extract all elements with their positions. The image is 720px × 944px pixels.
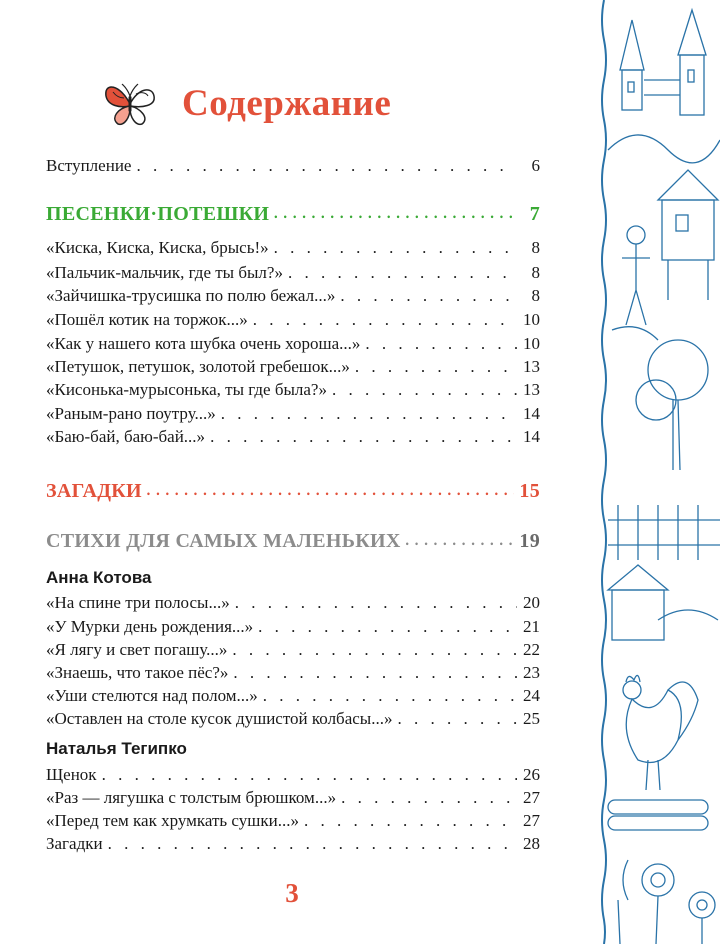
toc-entry[interactable] bbox=[46, 237, 540, 259]
author-name: Анна Котова bbox=[46, 568, 152, 587]
toc-entry-title: Щенок bbox=[46, 765, 97, 784]
dot-leader bbox=[274, 237, 517, 259]
dot-leader bbox=[332, 379, 517, 401]
toc-entry[interactable] bbox=[46, 810, 540, 832]
toc-entry-page: 8 bbox=[531, 238, 540, 257]
section-title: ПЕСЕНКИ·ПОТЕШКИ bbox=[46, 203, 270, 225]
toc-entry-title: «Перед тем как хрумкать сушки...» bbox=[46, 811, 299, 830]
dot-leader bbox=[304, 810, 517, 832]
page-number: 3 bbox=[285, 878, 299, 908]
dot-leader bbox=[210, 426, 517, 448]
toc-entry-page: 10 bbox=[523, 334, 540, 353]
toc-entry[interactable] bbox=[46, 787, 540, 809]
dot-leader bbox=[102, 764, 517, 786]
toc-entry-page: 8 bbox=[531, 263, 540, 282]
dot-leader bbox=[406, 528, 515, 557]
dot-leader bbox=[253, 309, 517, 331]
dot-leader bbox=[235, 592, 517, 614]
section-heading-riddles[interactable] bbox=[46, 478, 540, 507]
dot-leader bbox=[274, 201, 517, 230]
section-title: ЗАГАДКИ bbox=[46, 480, 142, 502]
dot-leader bbox=[233, 662, 517, 684]
toc-entry[interactable] bbox=[46, 155, 540, 177]
toc-entry[interactable] bbox=[46, 262, 540, 284]
toc-entry-title: «Я лягу и свет погашу...» bbox=[46, 640, 228, 659]
section-page: 7 bbox=[529, 203, 540, 225]
toc-entry[interactable] bbox=[46, 662, 540, 684]
toc-entry-page: 25 bbox=[523, 709, 540, 728]
toc-entry[interactable] bbox=[46, 833, 540, 855]
toc-entry-title: Вступление bbox=[46, 156, 132, 175]
toc-entry[interactable] bbox=[46, 685, 540, 707]
toc-entry-page: 27 bbox=[523, 811, 540, 830]
toc-entry-title: «Знаешь, что такое пёс?» bbox=[46, 663, 229, 682]
dot-leader bbox=[263, 685, 517, 707]
section-title: СТИХИ ДЛЯ САМЫХ МАЛЕНЬКИХ bbox=[46, 530, 401, 552]
toc-entry-title: «Кисонька-мурысонька, ты где была?» bbox=[46, 380, 327, 399]
dot-leader bbox=[365, 333, 517, 355]
butterfly-icon bbox=[100, 78, 160, 128]
toc-entry-page: 21 bbox=[523, 617, 540, 636]
toc-entry-page: 10 bbox=[523, 310, 540, 329]
dot-leader bbox=[340, 285, 517, 307]
section-page: 15 bbox=[519, 480, 540, 502]
section-heading-songs[interactable] bbox=[46, 201, 540, 230]
toc-entry-page: 28 bbox=[523, 834, 540, 853]
toc-entry-page: 20 bbox=[523, 593, 540, 612]
toc-entry-title: «Как у нашего кота шубка очень хороша...» bbox=[46, 334, 361, 353]
village-illustration bbox=[598, 0, 720, 944]
dot-leader bbox=[355, 356, 517, 378]
toc-entry-title: «Киска, Киска, Киска, брысь!» bbox=[46, 238, 269, 257]
toc-entry-page: 6 bbox=[531, 156, 540, 175]
dot-leader bbox=[397, 708, 517, 730]
dot-leader bbox=[147, 478, 514, 507]
toc-entry[interactable] bbox=[46, 592, 540, 614]
toc-entry-page: 22 bbox=[523, 640, 540, 659]
toc-entry-page: 24 bbox=[523, 686, 540, 705]
dot-leader bbox=[108, 833, 517, 855]
toc-entry-title: «Пошёл котик на торжок...» bbox=[46, 310, 248, 329]
toc-entry[interactable] bbox=[46, 379, 540, 401]
toc-entry[interactable] bbox=[46, 285, 540, 307]
section-page: 19 bbox=[519, 530, 540, 552]
toc-entry[interactable] bbox=[46, 708, 540, 730]
toc-entry[interactable] bbox=[46, 764, 540, 786]
toc-entry-title: «Пальчик-мальчик, где ты был?» bbox=[46, 263, 283, 282]
toc-entry[interactable] bbox=[46, 333, 540, 355]
toc-entry-page: 13 bbox=[523, 357, 540, 376]
author-name: Наталья Тегипко bbox=[46, 739, 187, 758]
dot-leader bbox=[232, 639, 517, 661]
toc-entry-title: «Баю-бай, баю-бай...» bbox=[46, 427, 206, 446]
toc-entry-title: «У Мурки день рождения...» bbox=[46, 617, 254, 636]
dot-leader bbox=[221, 403, 517, 425]
toc-entry[interactable] bbox=[46, 403, 540, 425]
dot-leader bbox=[341, 787, 517, 809]
toc-entry-page: 14 bbox=[523, 427, 540, 446]
toc-entry-page: 8 bbox=[531, 286, 540, 305]
toc-entry-title: «Раз — лягушка с толстым брюшком...» bbox=[46, 788, 337, 807]
toc-entry-page: 13 bbox=[523, 380, 540, 399]
toc-entry-page: 26 bbox=[523, 765, 540, 784]
toc-entry-title: «Раным-рано поутру...» bbox=[46, 404, 216, 423]
toc-entry-page: 23 bbox=[523, 663, 540, 682]
toc-entry[interactable] bbox=[46, 309, 540, 331]
toc-entry-title: «Уши стелются над полом...» bbox=[46, 686, 258, 705]
toc-entry-title: Загадки bbox=[46, 834, 103, 853]
page-title: Содержание bbox=[182, 83, 392, 124]
toc-entry-page: 27 bbox=[523, 788, 540, 807]
toc-entry-title: «Зайчишка-трусишка по полю бежал...» bbox=[46, 286, 336, 305]
toc-entry-title: «Петушок, петушок, золотой гребешок...» bbox=[46, 357, 350, 376]
toc-entry[interactable] bbox=[46, 639, 540, 661]
dot-leader bbox=[258, 616, 517, 638]
toc-entry-page: 14 bbox=[523, 404, 540, 423]
dot-leader bbox=[288, 262, 517, 284]
toc-entry[interactable] bbox=[46, 356, 540, 378]
toc-entry-title: «На спине три полосы...» bbox=[46, 593, 230, 612]
toc-entry[interactable] bbox=[46, 616, 540, 638]
section-heading-poems[interactable] bbox=[46, 528, 540, 557]
toc-entry-title: «Оставлен на столе кусок душистой колбасы...» bbox=[46, 709, 393, 728]
dot-leader bbox=[136, 155, 517, 177]
toc-entry[interactable] bbox=[46, 426, 540, 448]
